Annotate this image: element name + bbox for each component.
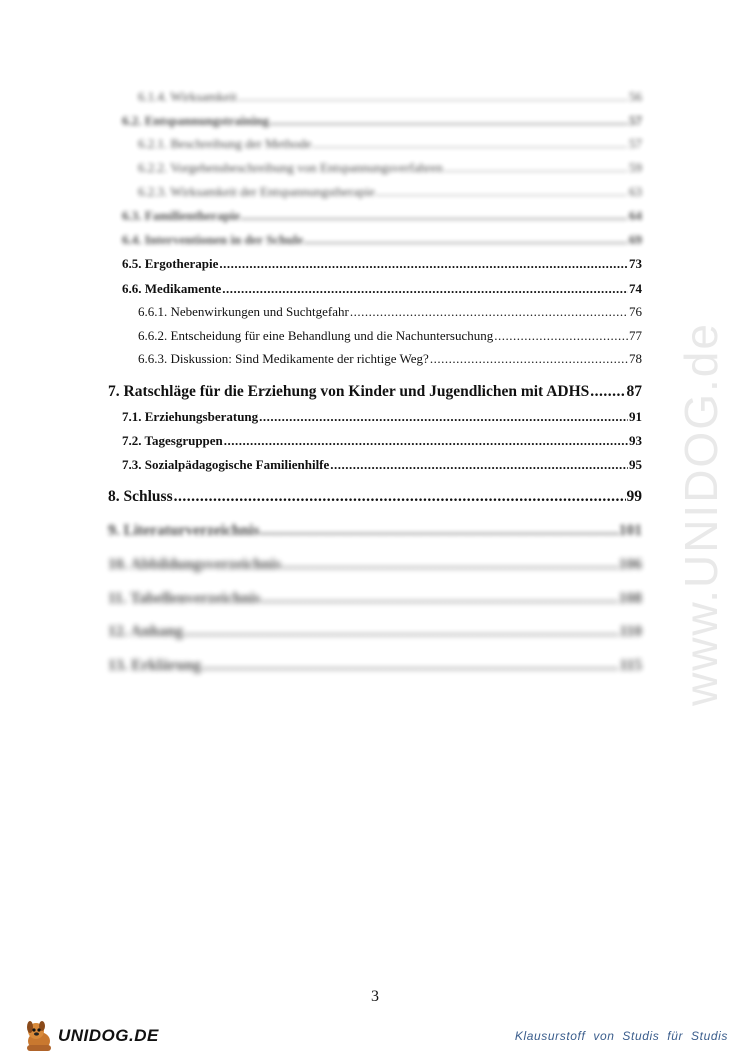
toc-entry-6-1-4: 6.1.4. Wirksamkeit ..... 56: [138, 89, 642, 105]
dot-leader: [241, 208, 628, 224]
toc-entry-6-6-2: 6.6.2. Entscheidung für eine Behandlung und die Nachuntersuchung ..... 77: [138, 328, 642, 344]
footer-tagline: Klausurstoff von Studis für Studis: [514, 1029, 728, 1043]
dot-leader: [261, 590, 617, 608]
dot-leader: [282, 556, 618, 574]
dot-leader: [222, 281, 628, 297]
toc-entry-6-4: 6.4. Interventionen in der Schule ..... 69: [122, 232, 642, 248]
dot-leader: [590, 383, 625, 401]
toc-entry-6-6-3: 6.6.3. Diskussion: Sind Medikamente der richtige Weg? ..... 78: [138, 351, 642, 367]
toc-entry-7-1: 7.1. Erziehungsberatung ..... 91: [122, 409, 642, 425]
dot-leader: [261, 522, 618, 540]
dot-leader: [494, 328, 628, 344]
dot-leader: [444, 160, 628, 176]
dot-leader: [376, 184, 628, 200]
dot-leader: [224, 433, 628, 449]
dot-leader: [174, 488, 626, 506]
toc-entry-7-2: 7.2. Tagesgruppen ..... 93: [122, 433, 642, 449]
dot-leader: [350, 304, 628, 320]
toc-entry-6-2: 6.2. Entspannungstraining ..... 57: [122, 113, 642, 129]
toc-entry-6-6: 6.6. Medikamente ..... 74: [122, 281, 642, 297]
dot-leader: [330, 457, 628, 473]
toc-entry-6-6-1: 6.6.1. Nebenwirkungen und Suchtgefahr ..... 76: [138, 304, 642, 320]
toc-entry-10: 10. Abbildungsverzeichnis ..... 106: [108, 556, 642, 574]
toc-entry-11: 11. Tabellenverzeichnis ..... 108: [108, 590, 642, 608]
dot-leader: [238, 89, 628, 105]
dog-mascot-icon: [22, 1019, 56, 1053]
toc-entry-7: 7. Ratschläge für die Erziehung von Kinder und Jugendlichen mit ADHS ..... 87: [108, 383, 642, 401]
toc-entry-6-2-3: 6.2.3. Wirksamkeit der Entspannungstherapie ..... 63: [138, 184, 642, 200]
dot-leader: [304, 232, 628, 248]
watermark: www.UNIDOG.de: [675, 322, 728, 706]
toc-entry-6-2-2: 6.2.2. Vorgehensbeschreibung von Entspannungsverfahren ..... 59: [138, 160, 642, 176]
toc-entry-6-5: 6.5. Ergotherapie ..... 73: [122, 256, 642, 272]
dot-leader: [430, 351, 628, 367]
toc-entry-9: 9. Literaturverzeichnis ..... 101: [108, 522, 642, 540]
dot-leader: [184, 623, 619, 641]
dot-leader: [219, 256, 628, 272]
logo-text: UNIDOG.DE: [58, 1026, 159, 1045]
toc-entry-6-3: 6.3. Familientherapie ..... 64: [122, 208, 642, 224]
toc-entry-6-2-1: 6.2.1. Beschreibung der Methode ..... 57: [138, 136, 642, 152]
toc-entry-13: 13. Erklärung ..... 115: [108, 657, 642, 675]
dot-leader: [202, 657, 619, 675]
toc-entry-7-3: 7.3. Sozialpädagogische Familienhilfe ..... 95: [122, 457, 642, 473]
toc-entry-8: 8. Schluss ..... 99: [108, 488, 642, 506]
toc-entry-12: 12. Anhang ..... 110: [108, 623, 642, 641]
page-number: 3: [371, 988, 379, 1005]
dot-leader: [270, 113, 628, 129]
dot-leader: [259, 409, 628, 425]
dot-leader: [312, 136, 628, 152]
unidog-logo: [22, 1018, 159, 1054]
